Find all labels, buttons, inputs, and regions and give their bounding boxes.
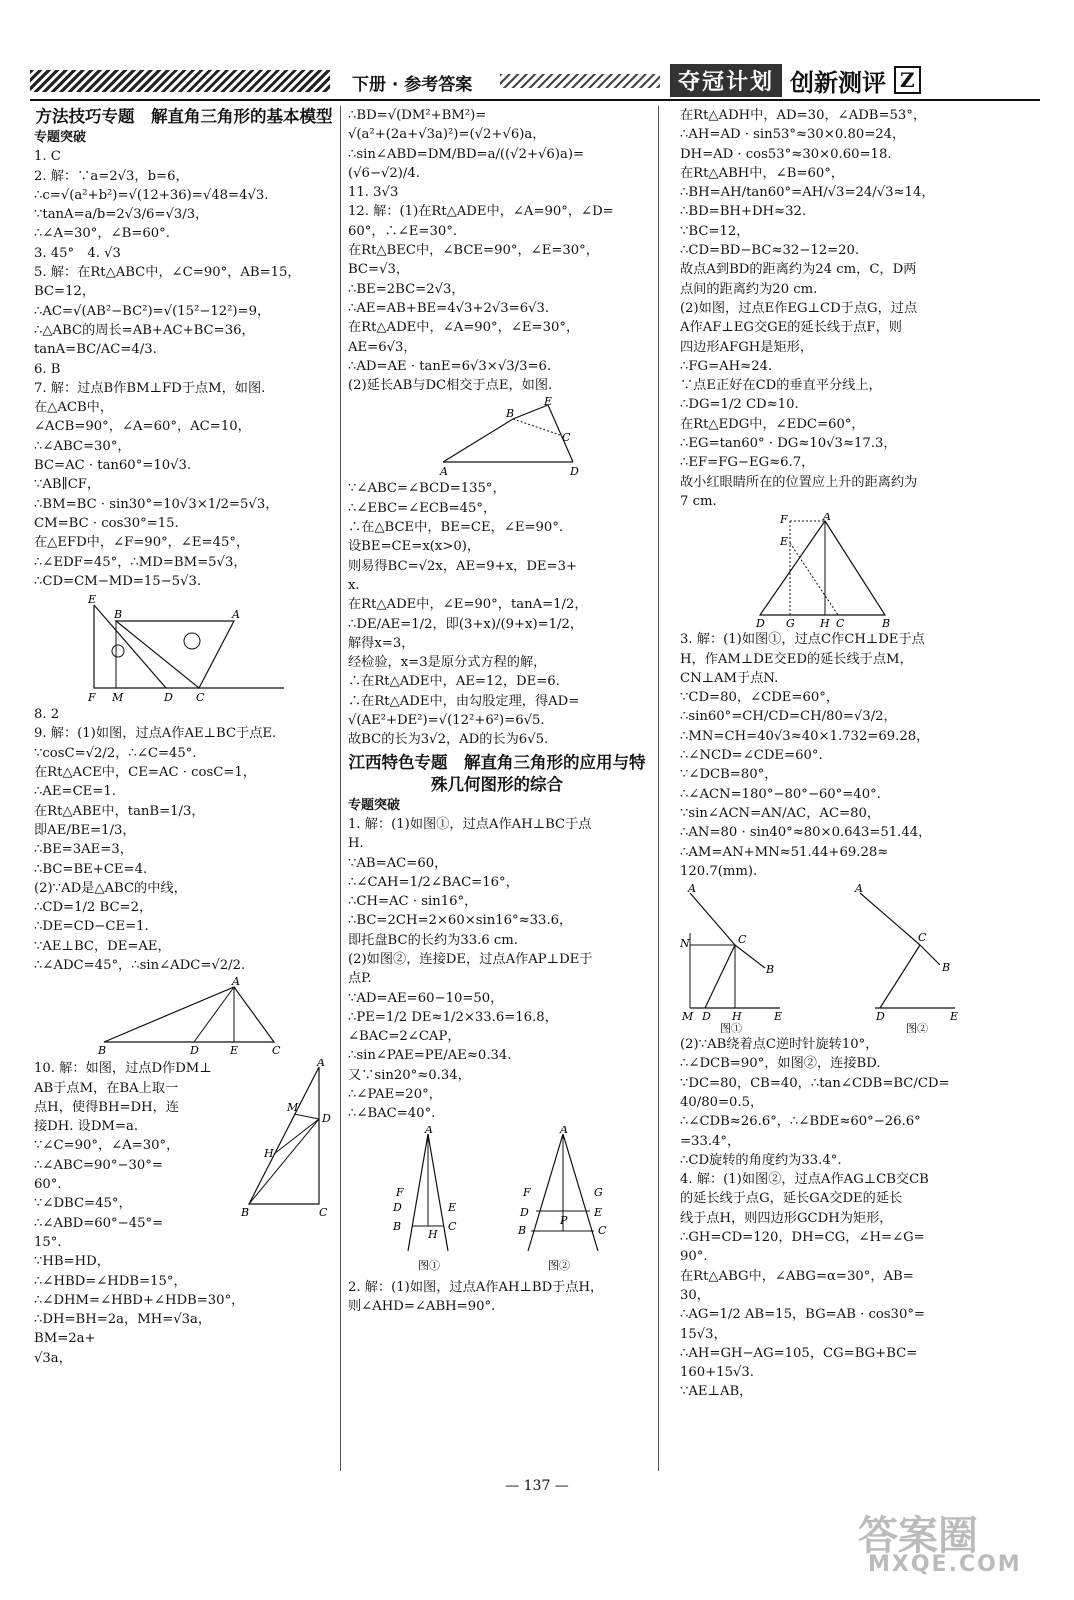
- svg-text:H: H: [264, 1147, 274, 1161]
- svg-text:G: G: [594, 1185, 603, 1199]
- answer-line: ∵AD=AE=60−10=50，: [348, 990, 504, 1006]
- answer-line: 30，: [680, 1287, 710, 1303]
- answer-line: ∴sin∠PAE=PE/AE≈0.34.: [348, 1048, 512, 1064]
- subsection-title: 专题突破: [348, 797, 401, 813]
- answer-line: 四边形AFGH是矩形，: [680, 339, 814, 355]
- answer-line: 故点A到BD的距离约为24 cm，C，D两: [680, 262, 917, 278]
- svg-text:C: C: [196, 691, 205, 704]
- answer-line: H.: [348, 836, 364, 852]
- svg-text:A: A: [317, 1059, 325, 1070]
- answer-line: ∵∠C=90°，∠A=30°，: [34, 1138, 180, 1154]
- answer-line: 3. 45° 4. √3: [34, 245, 121, 261]
- answer-line: 4. 解：(1)如图②，过点A作AG⊥CB交CB: [680, 1172, 929, 1188]
- answer-line: ∴FG=AH≈24.: [680, 358, 773, 374]
- answer-line: ∴DE=CD−CE=1.: [34, 919, 149, 935]
- answer-line: ∴∠HBD=∠HDB=15°，: [34, 1273, 187, 1289]
- svg-text:E: E: [950, 1010, 959, 1024]
- svg-text:D: D: [164, 691, 173, 704]
- answer-block: [680, 1035, 960, 1402]
- answer-line: ∴AD=AE · tanE=6√3×√3/3=6.: [348, 358, 552, 374]
- answer-line: ∠BAC=2∠CAP，: [348, 1029, 461, 1045]
- answer-line: AE=6√3，: [348, 339, 417, 355]
- answer-line: ∴sin∠ABD=DM/BD=a/((√2+√6)a)=: [348, 146, 585, 162]
- answer-line: =33.4°，: [680, 1133, 741, 1149]
- answer-line: ∴DE/AE=1/2，即(3+x)/(9+x)=1/2，: [348, 616, 584, 632]
- answer-line: 在Rt△ABG中，∠ABG=α=30°，AB=: [680, 1268, 914, 1284]
- column-1: [34, 106, 334, 1368]
- answer-line: ∴∠A=30°，∠B=60°.: [34, 226, 170, 242]
- svg-text:H: H: [428, 1227, 438, 1241]
- answer-line: √(AE²+DE²)=√(12²+6²)=6√5.: [348, 713, 545, 729]
- answer-line: ∴CD=BD−BC≈32−12=20.: [680, 243, 860, 259]
- section-title: 江西特色专题 解直角三角形的应用与特殊几何图形的综合: [348, 752, 646, 794]
- header-stripe-left: [30, 70, 330, 92]
- answer-line: ∴∠PAE=20°，: [348, 1087, 442, 1103]
- answer-line: ∵sin∠ACN=AN/AC，AC=80，: [680, 805, 881, 821]
- answer-line: ∵AE⊥BC，DE=AE，: [34, 938, 171, 954]
- answer-line: (2)如图②，连接DE，过点A作AP⊥DE于: [348, 951, 593, 967]
- svg-text:C: C: [598, 1223, 607, 1237]
- svg-text:B: B: [506, 407, 515, 421]
- svg-text:D: D: [702, 1010, 711, 1024]
- svg-text:E: E: [780, 535, 789, 549]
- svg-text:E: E: [230, 1044, 239, 1058]
- answer-line: BC=12，: [34, 284, 96, 300]
- svg-text:E: E: [448, 1200, 457, 1214]
- answer-block: [680, 630, 960, 881]
- figure-q3: [680, 883, 960, 1033]
- answer-line: ∴∠ADC=45°，∴sin∠ADC=√2/2.: [34, 957, 246, 973]
- answer-block: [348, 106, 646, 395]
- svg-text:A: A: [823, 513, 831, 524]
- svg-text:F: F: [523, 1185, 531, 1199]
- answer-line: 经检验，x=3是原分式方程的解，: [348, 655, 547, 671]
- answer-line: ∴AM=AN+MN≈51.44+69.28≈: [680, 844, 889, 860]
- answer-line: ∵AE⊥AB，: [680, 1384, 753, 1400]
- svg-text:B: B: [766, 963, 775, 977]
- answer-line: x.: [348, 577, 360, 593]
- answer-line: ∵BC=12，: [680, 223, 750, 239]
- section-title: 方法技巧专题 解直角三角形的基本模型: [35, 107, 333, 126]
- svg-text:C: C: [272, 1044, 281, 1058]
- answer-line: 6. B: [34, 361, 61, 377]
- svg-text:M: M: [287, 1101, 299, 1115]
- subsection-title: 专题突破: [34, 130, 87, 145]
- figure-q12: [348, 397, 628, 477]
- answer-line: CM=BC · cos30°=15.: [34, 515, 179, 531]
- answer-line: ∴AH=AD · sin53°≈30×0.80=24，: [680, 127, 906, 143]
- answer-line: ∴∠CAH=1/2∠BAC=16°，: [348, 874, 519, 890]
- answer-line: √(a²+(2a+√3a)²)=(√2+√6)a，: [348, 127, 546, 143]
- answer-line: 故小红眼睛所在的位置应上升的距离约为: [680, 474, 918, 490]
- answer-line: 1. C: [34, 149, 61, 165]
- answer-line: ∴c=√(a²+b²)=√(12+36)=√48=4√3.: [34, 187, 269, 203]
- answer-line: ∵点E正好在CD的垂直平分线上，: [680, 378, 882, 394]
- answer-line: ∵∠DCB=80°，: [680, 767, 778, 783]
- figure-q1: [348, 1126, 638, 1276]
- svg-text:N: N: [680, 937, 690, 951]
- answer-line: 5. 解：在Rt△ABC中，∠C=90°，AB=15，: [34, 265, 301, 281]
- svg-text:E: E: [544, 397, 553, 409]
- svg-text:D: D: [520, 1205, 529, 1219]
- svg-text:B: B: [98, 1044, 107, 1058]
- svg-text:E: E: [88, 593, 97, 607]
- answer-line: 点P.: [348, 971, 372, 987]
- answer-line: 则易得BC=√2x，AE=9+x，DE=3+: [348, 558, 578, 574]
- svg-text:A: A: [855, 883, 863, 896]
- answer-line: ∵∠ABC=∠BCD=135°，: [348, 481, 506, 497]
- answer-line: 120.7(mm).: [680, 863, 758, 879]
- answer-line: ∴EF=FG−EG≈6.7，: [680, 455, 815, 471]
- answer-line: ∴BE=2BC=2√3，: [348, 281, 465, 297]
- answer-line: ∴∠ABC=90°−30°=: [34, 1157, 163, 1173]
- answer-line: ∴∠ABD=60°−45°=: [34, 1215, 164, 1231]
- answer-line: ∵∠DBC=45°，: [34, 1196, 132, 1212]
- answer-line: 12. 解：(1)在Rt△ADE中，∠A=90°，∠D=: [348, 204, 614, 220]
- answer-line: 在Rt△ABH中，∠B=60°，: [680, 165, 844, 181]
- answer-line: 15√3，: [680, 1326, 727, 1342]
- answer-line: ∴AE=AB+BE=4√3+2√3=6√3.: [348, 300, 550, 316]
- answer-line: 9. 解：(1)如图，过点A作AE⊥BC于点E.: [34, 726, 277, 742]
- answer-line: ∵cosC=√2/2，∴∠C=45°.: [34, 745, 197, 761]
- column-2: [348, 106, 646, 1316]
- answer-line: (2)∵AD是△ABC的中线，: [34, 880, 187, 896]
- answer-line: 即托盘BC的长约为33.6 cm.: [348, 932, 518, 948]
- watermark-url: MXQE.COM: [868, 1552, 1022, 1577]
- answer-line: √3a，: [34, 1350, 72, 1366]
- svg-text:M: M: [682, 1010, 694, 1024]
- answer-line: ∵CD=80，∠CDE=60°，: [680, 690, 840, 706]
- answer-line: A作AF⊥EG交GE的延长线于点F，则: [680, 320, 902, 336]
- column-3: [680, 106, 960, 1402]
- answer-line: tanA=BC/AC=4/3.: [34, 342, 157, 358]
- answer-line: 接DH. 设DM=a.: [34, 1119, 139, 1135]
- answer-line: ∵HB=HD，: [34, 1254, 110, 1270]
- answer-block: [34, 705, 334, 975]
- figure-caption: 图①: [418, 1258, 440, 1272]
- answer-line: 线于点H，则四边形GCDH为矩形，: [680, 1210, 893, 1226]
- svg-text:B: B: [393, 1219, 402, 1233]
- figure-q7: [34, 593, 294, 703]
- answer-line: 即AE/BE=1/3，: [34, 822, 136, 838]
- svg-text:C: C: [562, 431, 571, 445]
- svg-text:A: A: [232, 608, 240, 622]
- answer-line: ∴CD=CM−MD=15−5√3.: [34, 573, 202, 589]
- answer-line: ∴在△BCE中，BE=CE，∠E=90°.: [348, 520, 564, 536]
- answer-line: 设BE=CE=x(x>0)，: [348, 539, 481, 555]
- answer-line: AB于点M，在BA上取一: [34, 1080, 179, 1096]
- answer-line: ∵tanA=a/b=2√3/6=√3/3，: [34, 207, 209, 223]
- answer-line: 点间的距离约为20 cm.: [680, 281, 818, 297]
- answer-line: 11. 3√3: [348, 185, 399, 201]
- svg-text:M: M: [112, 691, 124, 704]
- answer-line: BC=AC · tan60°=10√3.: [34, 458, 192, 474]
- answer-line: 60°，∴∠E=30°.: [348, 223, 458, 239]
- answer-line: 点H，使得BH=DH，连: [34, 1099, 179, 1115]
- brand-tag: Z: [894, 66, 921, 94]
- svg-text:C: C: [319, 1206, 328, 1220]
- column-divider: [340, 106, 341, 1471]
- svg-text:C: C: [836, 617, 845, 629]
- answer-line: ∴DH=BH=2a，MH=√3a，BM=2a+: [34, 1312, 212, 1347]
- answer-line: 故BC的长为3√2，AD的长为6√5.: [348, 732, 549, 748]
- answer-block: [34, 1059, 245, 1368]
- svg-text:B: B: [942, 961, 951, 975]
- answer-line: 15°.: [34, 1234, 62, 1250]
- header-stripe-right: [500, 74, 660, 88]
- figure-caption: 图①: [720, 1022, 742, 1034]
- answer-line: ∴△ABC的周长=AB+AC+BC=36，: [34, 322, 255, 338]
- figure-q2: [680, 513, 960, 628]
- answer-line: (2)延长AB与DC相交于点E，如图.: [348, 378, 553, 394]
- answer-line: ∴∠BAC=40°.: [348, 1106, 436, 1122]
- answer-line: ∴AN=80 · sin40°≈80×0.643=51.44，: [680, 825, 932, 841]
- answer-line: ∴sin60°=CH/CD=CH/80=√3/2，: [680, 709, 897, 725]
- answer-line: ∴BC=2CH=2×60×sin16°≈33.6，: [348, 913, 573, 929]
- answer-line: 7. 解：过点B作BM⊥FD于点M，如图.: [34, 380, 266, 396]
- answer-line: (2)如图，过点E作EG⊥CD于点G，过点: [680, 300, 918, 316]
- svg-text:H: H: [732, 1010, 742, 1024]
- answer-line: 8. 2: [34, 707, 60, 723]
- answer-line: ∠ACB=90°，∠A=60°，AC=10，: [34, 419, 251, 435]
- svg-text:F: F: [780, 513, 788, 527]
- svg-text:G: G: [786, 617, 795, 629]
- svg-text:B: B: [114, 608, 123, 622]
- svg-text:E: E: [774, 1010, 783, 1024]
- figure-q9: [34, 977, 294, 1057]
- answer-line: (√6−√2)/4.: [348, 165, 420, 181]
- answer-line: 90°.: [680, 1249, 708, 1265]
- answer-line: ∴BD=BH+DH≈32.: [680, 204, 807, 220]
- header-title: 下册 · 参考答案: [352, 75, 473, 95]
- answer-line: 在Rt△EDG中，∠EDC=60°，: [680, 416, 865, 432]
- svg-text:B: B: [518, 1223, 527, 1237]
- svg-text:D: D: [570, 465, 579, 478]
- answer-line: 7 cm.: [680, 493, 717, 509]
- answer-line: 则∠AHD=∠ABH=90°.: [348, 1298, 496, 1314]
- svg-text:A: A: [425, 1125, 433, 1136]
- answer-line: ∴AC=√(AB²−BC²)=√(15²−12²)=9，: [34, 303, 271, 319]
- answer-line: ∴∠DCB=90°，如图②，连接BD.: [680, 1056, 881, 1072]
- svg-text:B: B: [241, 1206, 250, 1220]
- answer-block: [348, 1278, 646, 1317]
- svg-text:A: A: [688, 883, 696, 896]
- svg-text:E: E: [594, 1205, 603, 1219]
- answer-line: ∴AH=GH−AG=105，CG=BG+BC=: [680, 1345, 918, 1361]
- brand-logo: 夺冠计划: [670, 64, 782, 97]
- watermark: 答案圈: [858, 1513, 978, 1559]
- answer-line: ∵AB∥CF，: [34, 477, 101, 493]
- answer-line: DH=AD · cos53°≈30×0.60=18.: [680, 146, 892, 162]
- answer-line: 的延长线于点G，延长GA交DE的延长: [680, 1191, 903, 1207]
- answer-line: BC=√3，: [348, 262, 410, 278]
- answer-line: ∴CD旋转的角度约为33.4°.: [680, 1152, 842, 1168]
- answer-line: H，作AM⊥DE交ED的延长线于点M，: [680, 651, 913, 667]
- answer-line: ∴BM=BC · sin30°=10√3×1/2=5√3，: [34, 496, 279, 512]
- answer-line: ∵AB=AC=60，: [348, 855, 448, 871]
- answer-line: 2. 解：∵a=2√3，b=6，: [34, 168, 189, 184]
- answer-line: ∴∠DHM=∠HBD+∠HDB=30°，: [34, 1292, 245, 1308]
- answer-line: (2)∵AB绕着点C逆时针旋转10°，: [680, 1037, 879, 1053]
- answer-block: [348, 479, 646, 749]
- svg-text:D: D: [876, 1010, 885, 1024]
- answer-line: ∴∠CDB≈26.6°，∴∠BDE≈60°−26.6°: [680, 1114, 921, 1130]
- svg-text:H: H: [820, 617, 830, 629]
- svg-text:A: A: [232, 977, 240, 989]
- answer-line: 160+15√3.: [680, 1365, 754, 1381]
- answer-line: 在Rt△ADE中，∠E=90°，tanA=1/2，: [348, 597, 588, 613]
- svg-text:A: A: [440, 465, 448, 478]
- svg-text:C: C: [448, 1219, 457, 1233]
- answer-line: ∴AE=CE=1.: [34, 784, 116, 800]
- header-rule: [30, 99, 1040, 101]
- page-number: — 137 —: [505, 1478, 569, 1494]
- svg-text:D: D: [756, 617, 765, 629]
- answer-line: 又∵sin20°≈0.34，: [348, 1067, 471, 1083]
- figure-q10: [239, 1059, 334, 1219]
- answer-line: 1. 解：(1)如图①，过点A作AH⊥BC于点: [348, 816, 592, 832]
- answer-line: 解得x=3，: [348, 635, 415, 651]
- answer-line: ∴在Rt△ADE中，AE=12，DE=6.: [348, 674, 560, 690]
- answer-line: 在Rt△ADE中，∠A=90°，∠E=30°，: [348, 320, 580, 336]
- answer-line: 在Rt△ABE中，tanB=1/3，: [34, 803, 205, 819]
- svg-text:P: P: [560, 1213, 568, 1227]
- answer-line: 在Rt△ADH中，AD=30，∠ADB=53°，: [680, 108, 927, 123]
- svg-text:D: D: [322, 1112, 331, 1126]
- answer-line: 在△EFD中，∠F=90°，∠E=45°，: [34, 535, 250, 551]
- svg-text:D: D: [393, 1200, 402, 1214]
- answer-line: 在Rt△BEC中，∠BCE=90°，∠E=30°，: [348, 243, 599, 259]
- answer-line: ∴∠EBC=∠ECB=45°，: [348, 500, 497, 516]
- answer-line: CN⊥AM于点N.: [680, 670, 779, 686]
- figure-caption: 图②: [548, 1258, 570, 1272]
- brand: [670, 64, 921, 96]
- svg-text:F: F: [396, 1185, 404, 1199]
- answer-line: 在Rt△ACE中，CE=AC · cosC=1，: [34, 765, 256, 781]
- svg-text:D: D: [190, 1044, 199, 1058]
- page-header: [30, 64, 1040, 98]
- figure-caption: 图②: [906, 1022, 928, 1034]
- answer-line: ∴∠EDF=45°，∴MD=BM=5√3，: [34, 554, 247, 570]
- svg-text:C: C: [738, 933, 747, 947]
- answer-block: [34, 147, 334, 591]
- answer-line: ∴MN=CH=40√3≈40×1.732=69.28，: [680, 728, 930, 744]
- answer-line: ∴在Rt△ADE中，由勾股定理，得AD=: [348, 693, 580, 709]
- answer-line: ∴BC=BE+CE=4.: [34, 861, 148, 877]
- answer-line: ∴∠ABC=30°，: [34, 438, 131, 454]
- answer-line: ∴PE=1/2 DE≈1/2×33.6=16.8，: [348, 1009, 558, 1025]
- svg-text:C: C: [918, 931, 927, 945]
- answer-line: 10. 解：如图，过点D作DM⊥: [34, 1061, 212, 1077]
- answer-line: 2. 解：(1)如图，过点A作AH⊥BD于点H，: [348, 1279, 604, 1295]
- answer-line: ∵DC=80，CB=40，∴tan∠CDB=BC/CD=: [680, 1075, 950, 1091]
- svg-text:B: B: [882, 617, 891, 629]
- column-divider: [658, 106, 659, 1471]
- answer-line: ∴∠NCD=∠CDE=60°.: [680, 748, 823, 764]
- answer-line: ∴BH=AH/tan60°=AH/√3=24/√3≈14，: [680, 185, 935, 201]
- answer-line: ∴CD=1/2 BC=2，: [34, 900, 153, 916]
- answer-line: 3. 解：(1)如图①，过点C作CH⊥DE于点: [680, 632, 925, 648]
- answer-block: [680, 106, 960, 511]
- answer-line: ∴CH=AC · sin16°，: [348, 894, 478, 910]
- answer-line: ∴BD=√(DM²+BM²)=: [348, 108, 487, 123]
- answer-line: ∴AG=1/2 AB=15，BG=AB · cos30°=: [680, 1307, 925, 1323]
- answer-line: ∴GH=CD=120，DH=CG，∠H=∠G=: [680, 1230, 925, 1246]
- brand-subtitle: 创新测评: [790, 68, 887, 97]
- answer-line: 在△ACB中，: [34, 400, 114, 416]
- answer-line: 60°.: [34, 1177, 62, 1193]
- answer-line: 40/80=0.5，: [680, 1094, 764, 1110]
- svg-text:A: A: [560, 1125, 568, 1136]
- answer-line: ∴DG=1/2 CD≈10.: [680, 397, 799, 413]
- answer-line: ∴BE=3AE=3，: [34, 842, 133, 858]
- answer-line: ∴∠ACN=180°−80°−60°=40°.: [680, 786, 881, 802]
- answer-line: ∴EG=tan60° · DG≈10√3≈17.3，: [680, 436, 897, 452]
- svg-text:F: F: [88, 691, 96, 704]
- answer-block: [348, 815, 646, 1124]
